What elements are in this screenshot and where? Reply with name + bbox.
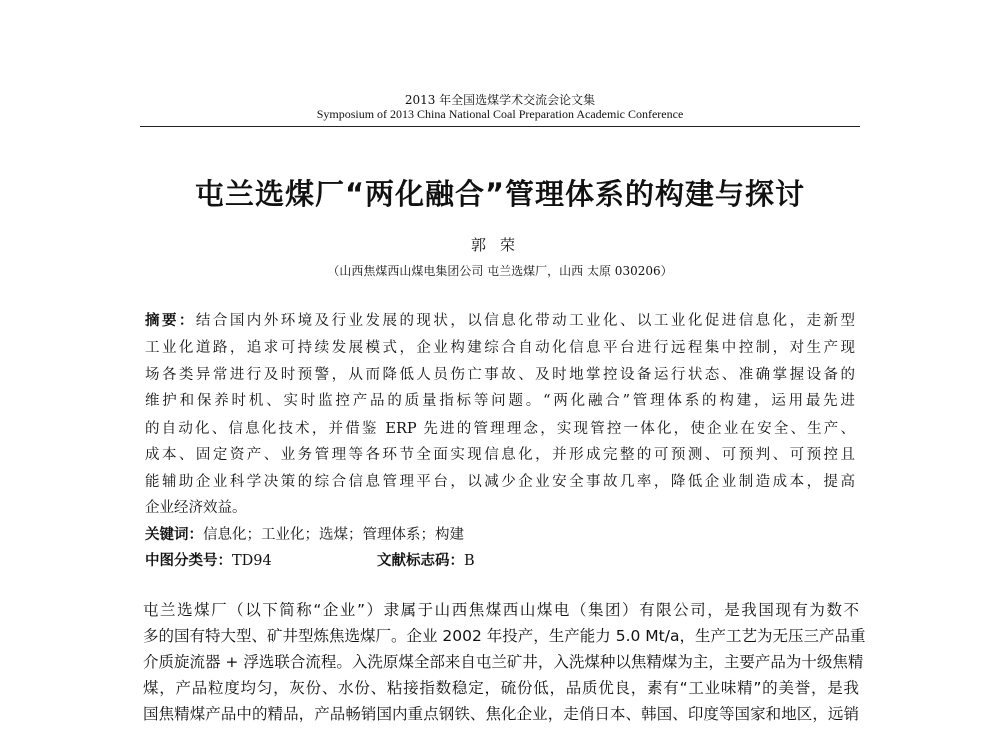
body-line: 国焦精煤产品中的精品，产品畅销国内重点钢铁、焦化企业，走俏日本、韩国、印度等国家和地区，远销 — [143, 705, 859, 723]
abstract-line: 摘要：结合国内外环境及行业发展的现状，以信息化带动工业化、以工业化促进信息化，走新型 — [145, 313, 855, 329]
abstract-line: 工业化道路，追求可持续发展模式，企业构建综合自动化信息平台进行远程集中控制，对生产现 — [145, 340, 855, 356]
abstract-line: 成本、固定资产、业务管理等各环节全面实现信息化，并形成完整的可预测、可预判、可预控且 — [145, 447, 855, 463]
body-line: 煤，产品粒度均匀，灰份、水份、粘接指数稳定，硫份低，品质优良，素有“工业味精”的美誉，是我 — [143, 679, 859, 697]
author: 郭荣 — [470, 236, 529, 254]
abstract-line: 的自动化、信息化技术，并借鉴 ERP 先进的管理理念，实现管控一体化，使企业在安全、生产、 — [145, 421, 855, 437]
body-line: 屯兰选煤厂（以下简称“企业”）隶属于山西焦煤西山煤电（集团）有限公司，是我国现有为数不 — [143, 601, 859, 619]
abstract-line: 能辅助企业科学决策的综合信息管理平台，以减少企业安全事故几率，降低企业制造成本，提高 — [145, 474, 855, 490]
keywords: 关键词：信息化；工业化；选煤；管理体系；构建 — [145, 527, 464, 543]
body-line: 多的国有特大型、矿井型炼焦选煤厂。企业 2002 年投产，生产能力 5.0 Mt/a，生产工艺为无压三产品重 — [143, 627, 866, 645]
affiliation: （山西焦煤西山煤电集团公司 屯兰选煤厂，山西 太原 030206） — [327, 264, 673, 278]
document-code: 文献标志码：B — [377, 553, 475, 569]
abstract-line: 场各类异常进行及时预警，从而降低人员伤亡事故、及时地掌控设备运行状态、准确掌握设备的 — [145, 367, 855, 383]
running-header-english: Symposium of 2013 China National Coal Preparation Academic Conference — [316, 107, 684, 121]
abstract-line: 维护和保养时机、实时监控产品的质量指标等问题。“两化融合”管理体系的构建，运用最先进 — [145, 393, 855, 409]
paper-title: 屯兰选煤厂“两化融合”管理体系的构建与探讨 — [194, 177, 806, 211]
abstract-label: 摘要： — [145, 313, 196, 329]
clc-number: 中图分类号：TD94 — [145, 553, 272, 569]
running-header-chinese: 2013 年全国选煤学术交流会论文集 — [404, 93, 596, 107]
abstract-line: 企业经济效益。 — [145, 500, 247, 516]
body-line: 介质旋流器 + 浮选联合流程。入洗原煤全部来自屯兰矿井，入洗煤种以焦精煤为主，主要产品为十级焦精 — [143, 653, 864, 671]
header-rule — [140, 126, 860, 127]
